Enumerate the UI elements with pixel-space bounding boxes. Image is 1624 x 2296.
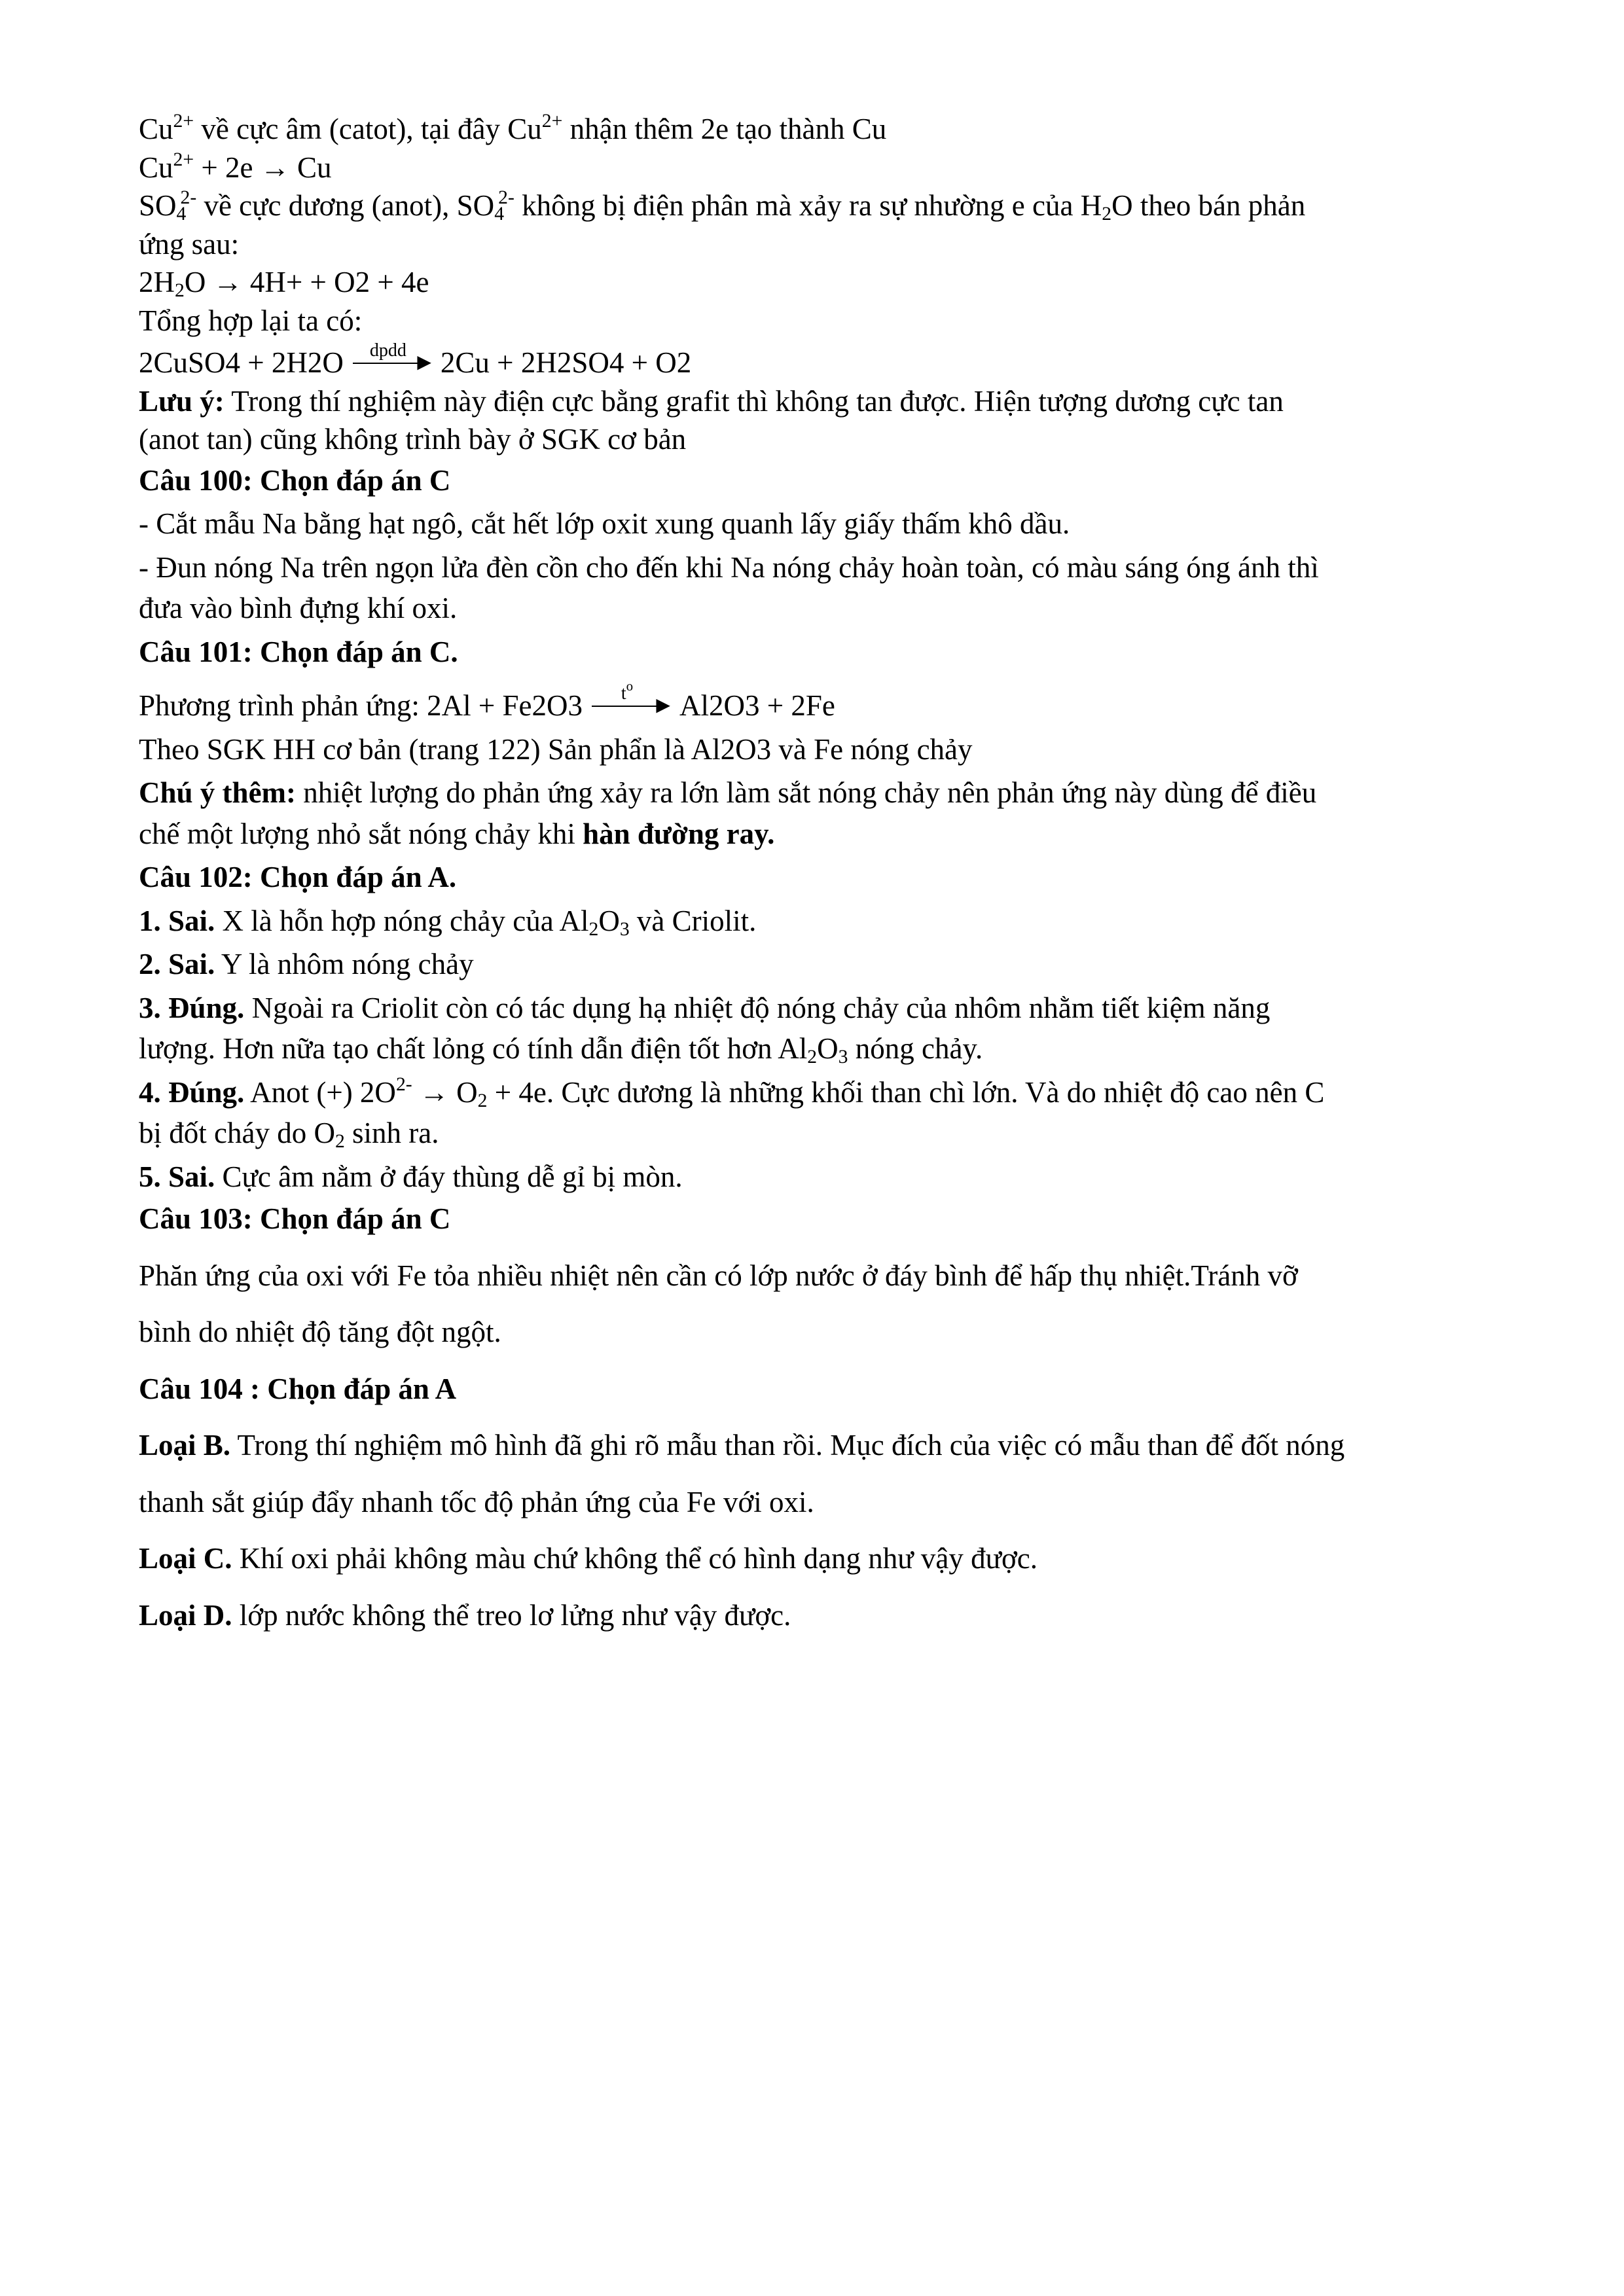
subscript: 2: [477, 1090, 488, 1111]
text: O theo bán phản: [1111, 189, 1306, 222]
superscript: 2+: [541, 111, 563, 132]
q100-line-2: - Đun nóng Na trên ngọn lửa đèn cồn cho đến khi Na nóng chảy hoàn toàn, có màu sáng óng ánh thì: [139, 550, 1319, 584]
water-equation-line: [139, 263, 1492, 302]
subscript: 2: [1102, 204, 1112, 225]
subscript: 2: [334, 1131, 345, 1153]
subscript: 3: [838, 1047, 848, 1068]
electrolysis-equation-line: [139, 340, 1492, 382]
cu-equation-line: [139, 149, 1492, 187]
text: O: [817, 1032, 839, 1065]
q104-option-c: [139, 1539, 1492, 1578]
summary-line: Tổng hợp lại ta có:: [139, 304, 363, 337]
subscript: 4: [176, 204, 187, 225]
text: O → 4H+ + O2 + 4e: [184, 266, 429, 298]
q101-line-2: Theo SGK HH cơ bản (trang 122) Sản phẩn là Al2O3 và Fe nóng chảy: [139, 732, 973, 766]
text: về cực âm (catot), tại đây: [194, 113, 508, 145]
document-page: [139, 110, 1492, 1634]
text: + 2e → Cu: [194, 151, 332, 184]
q102-item-4: [139, 1073, 1492, 1112]
equation-right: Al2O3 + 2Fe: [679, 689, 835, 722]
q100-line-3: đưa vào bình đựng khí oxi.: [139, 592, 458, 624]
q102-item-5: [139, 1158, 1492, 1196]
item-label: 3. Đúng.: [139, 991, 245, 1024]
q104-option-d: [139, 1596, 1492, 1635]
text: Cu: [507, 113, 542, 145]
equation-left: 2CuSO4 + 2H2O: [139, 346, 344, 379]
superscript: 2+: [173, 111, 194, 132]
subscript: 4: [494, 204, 505, 225]
text: SO: [139, 189, 177, 222]
q102-heading: Câu 102: Chọn đáp án A.: [139, 861, 457, 893]
superscript: 2-: [498, 187, 514, 209]
text: → O: [412, 1075, 478, 1109]
text: Trong thí nghiệm mô hình đã ghi rõ mẫu than rồi. Mục đích của việc có mẫu than để đốt nóng: [230, 1429, 1345, 1462]
q101-extra-line-2: [139, 815, 1492, 853]
subscript: 2: [175, 280, 185, 302]
q102-item-2: [139, 945, 1492, 984]
q103-heading: Câu 103: Chọn đáp án C: [139, 1202, 451, 1235]
superscript: 2+: [173, 149, 194, 170]
text: Trong thí nghiệm này điện cực bằng grafit thì không tan được. Hiện tượng dương cực tan: [224, 384, 1284, 418]
so4-anode-line: [139, 187, 1492, 225]
cu-cathode-line: [139, 110, 1492, 149]
q104-option-b-line-2: thanh sắt giúp đẩy nhanh tốc độ phản ứng của Fe với oxi.: [139, 1485, 814, 1518]
subscript: 2: [588, 918, 599, 940]
text: lớp nước không thể treo lơ lửng như vậy được.: [232, 1598, 791, 1632]
q104-option-b: [139, 1426, 1492, 1465]
option-label: Loại C.: [139, 1542, 232, 1575]
text: Khí oxi phải không màu chứ không thể có hình dạng như vậy được.: [232, 1542, 1038, 1575]
text: SO: [456, 189, 495, 222]
text: nóng chảy.: [848, 1032, 983, 1065]
q104-heading: Câu 104 : Chọn đáp án A: [139, 1372, 457, 1405]
text: lượng. Hơn nữa tạo chất lỏng có tính dẫn điện tốt hơn Al: [139, 1032, 808, 1065]
item-label: 5. Sai.: [139, 1160, 215, 1193]
q101-equation-line: [139, 678, 1492, 725]
text: Cu: [139, 151, 173, 184]
text: Cu: [139, 113, 173, 145]
q102-item-4-line-2: [139, 1114, 1492, 1153]
equation-left: Phương trình phản ứng: 2Al + Fe2O3: [139, 689, 583, 722]
text: Ngoài ra Criolit còn có tác dụng hạ nhiệt độ nóng chảy của nhôm nhằm tiết kiệm năng: [244, 991, 1271, 1024]
q102-item-1: [139, 902, 1492, 941]
text: O: [598, 904, 620, 937]
extra-label: Chú ý thêm:: [139, 776, 297, 809]
note-label: Lưu ý:: [139, 384, 225, 418]
note-line-1: [139, 382, 1492, 421]
item-label: 4. Đúng.: [139, 1075, 245, 1109]
text: sinh ra.: [344, 1117, 439, 1149]
item-label: 1. Sai.: [139, 904, 215, 937]
text: Y là nhôm nóng chảy: [215, 948, 474, 980]
q102-item-3: [139, 989, 1492, 1028]
text: + 4e. Cực dương là những khối than chì lớn. Và do nhiệt độ cao nên C: [487, 1075, 1325, 1109]
text: Cực âm nằm ở đáy thùng dễ gỉ bị mòn.: [215, 1160, 683, 1193]
so4-anode-line-2: ứng sau:: [139, 227, 240, 260]
q101-extra-line-1: [139, 774, 1492, 812]
text: nhiệt lượng do phản ứng xảy ra lớn làm sắt nóng chảy nên phản ứng này dùng để điều: [296, 776, 1317, 809]
arrow-label: $t^o$: [621, 678, 634, 704]
q101-heading: Câu 101: Chọn đáp án C.: [139, 635, 458, 668]
superscript: 2-: [395, 1073, 412, 1095]
text: chế một lượng nhỏ sắt nóng chảy khi: [139, 817, 583, 850]
arrow-label: dpdd: [369, 340, 406, 361]
text: nhận thêm 2e tạo thành Cu: [562, 113, 887, 145]
option-label: Loại D.: [139, 1598, 232, 1632]
bold-text: hàn đường ray.: [583, 817, 775, 850]
q102-item-3-line-2: [139, 1030, 1492, 1068]
text: về cực dương (anot),: [196, 189, 457, 222]
q103-line-1: Phăn ứng của oxi với Fe tỏa nhiều nhiệt nên cần có lớp nước ở đáy bình để hấp thụ nhiệt.Tránh vỡ: [139, 1259, 1298, 1292]
subscript: 2: [807, 1047, 818, 1068]
note-line-2: (anot tan) cũng không trình bày ở SGK cơ bản: [139, 423, 687, 456]
q100-heading: Câu 100: Chọn đáp án C: [139, 463, 451, 497]
text: Anot (+) 2O: [244, 1075, 396, 1109]
item-label: 2. Sai.: [139, 948, 215, 980]
superscript: 2-: [180, 187, 197, 209]
option-label: Loại B.: [139, 1429, 231, 1462]
subscript: 3: [619, 918, 630, 940]
reaction-arrow-icon: $t^o$ ▶: [592, 706, 670, 707]
equation-right: 2Cu + 2H2SO4 + O2: [440, 346, 692, 379]
reaction-arrow-icon: dpdd ▶: [353, 363, 431, 364]
q103-line-2: bình do nhiệt độ tăng đột ngột.: [139, 1316, 501, 1348]
text: không bị điện phân mà xảy ra sự nhường e của H: [514, 189, 1102, 222]
text: và Criolit.: [629, 904, 757, 937]
text: bị đốt cháy do O: [139, 1117, 335, 1149]
text: 2H: [139, 266, 175, 298]
text: X là hỗn hợp nóng chảy của Al: [215, 904, 589, 937]
q100-line-1: - Cắt mẫu Na bằng hạt ngô, cắt hết lớp oxit xung quanh lấy giấy thấm khô dầu.: [139, 507, 1070, 540]
